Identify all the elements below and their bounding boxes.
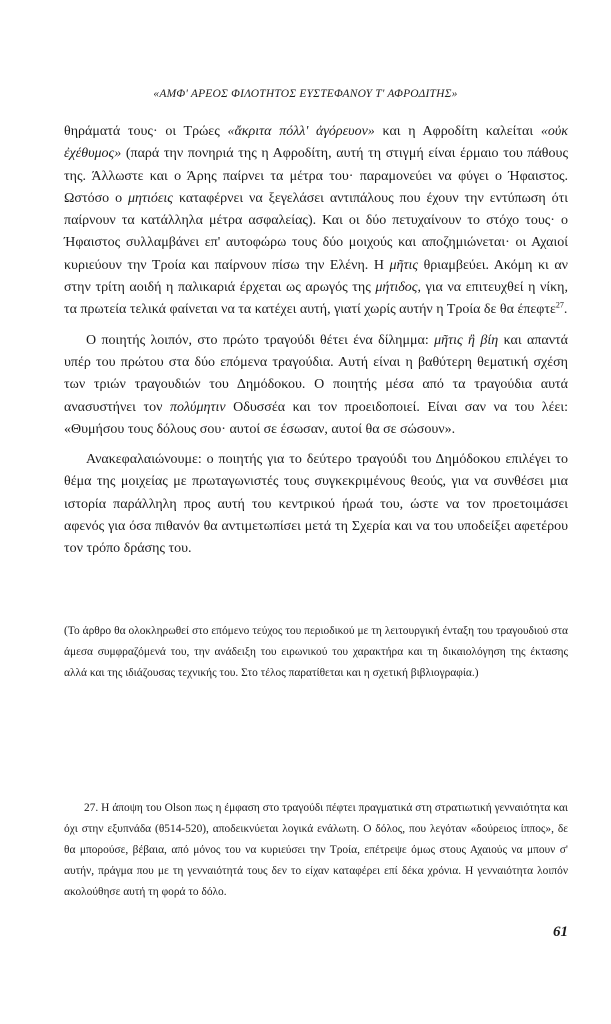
greek-term: πολύμητιν bbox=[169, 399, 226, 415]
editorial-note: (Το άρθρο θα ολοκληρωθεί στο επόμενο τεύχος του περιοδικού με τη λειτουργική ένταξη του τραγουδιού στα άμεσα συμφραζόμενά του, την ανάδειξη του ειρωνικού του χαρακτήρα και τη δικαιολόγηση της έκτασης αλλά και της ιδιάζουσας τεχνικής του. Στο τέλος παρατίθεται και η σχετική βιβλιογραφία.) bbox=[64, 625, 568, 679]
text-span: και η Αφροδίτη καλείται bbox=[374, 124, 541, 139]
greek-quote: «οὐκ ἐχέθυμος» bbox=[64, 124, 569, 162]
greek-term: μητιόεις bbox=[128, 190, 173, 206]
text-span: Ο ποιητής λοιπόν, στο πρώτο τραγούδι θέτει ένα δίλημμα: bbox=[86, 332, 435, 348]
text-span: καταφέρνει να ξεγελάσει αντιπάλους που έχουν την εντύπωση ότι παίρνουν τα κατάλληλα μέτρα ασφαλείας). Και οι δύο πετυχαίνουν το στόχο τους· ο Ήφαιστος συλλαμβάνει επ' αυτοφώρω τους δύο μοιχούς και αποζημιώνεται· οι Αχαιοί κυριεύουν την Τροία και παίρνουν πίσω την Ελένη. Η bbox=[64, 190, 568, 273]
text-span: θηράματά τους· οι Τρώες bbox=[64, 124, 228, 139]
footnote-27 bbox=[64, 798, 568, 903]
text-span: και απαντά υπέρ του πρώτου στα δύο επόμενα τραγούδια. Αυτή είναι η βαθύτερη θεματική σχέση των τριών τραγουδιών του Δημόδοκου. Ο ποιητής μέσα από τα τραγούδια αυτά ανασυστήνει τον bbox=[64, 332, 569, 415]
paragraph-1 bbox=[64, 121, 568, 322]
footnote-reference[interactable]: 27 bbox=[555, 300, 564, 310]
paragraph-3: Ανακεφαλαιώνουμε: ο ποιητής για το δεύτερο τραγούδι του Δημόδοκου επιλέγει το θέμα της μοιχείας με πρωταγωνιστές τους συγκεκριμένους θεούς, για να συνθέσει μια ιστορία παράλληλη προς αυτή του κεντρικού ήρωά του, ώστε να τον προετοιμάσει αφενός για όσα πιθανόν θα αντιμετωπίσει μετά τη Σχερία και να του υποδείξει αφετέρου τον τρόπο δράσης του. bbox=[64, 452, 568, 557]
footnote-text: 27. Η άποψη του Olson πως η έμφαση στο τραγούδι πέφτει πραγματικά στη στρατιωτική γενναιότητα και όχι στην εξυπνάδα (θ514-520), αποδεικνύεται λογικά ενάλωτη. Ο δόλος, που λεγόταν «δούρειος ίππος», δε θα μπορούσε, βέβαια, από μόνος του να κυριεύσει την Τροία, επέτρεψε όμως στους Αχαιούς να μπουν σ' αυτήν, πράγμα που με τη γενναιότητά τους δεν το είχαν καταφέρει επί δέκα χρόνια. Η γενναιότητα λοιπόν ακολούθησε αυτή τη φορά το δόλο. bbox=[64, 802, 568, 898]
text-span: θριαμβεύει. Ακόμη κι αν στην τρίτη αοιδή η παλικαριά έρχεται ως αρωγός της bbox=[64, 257, 568, 296]
paragraph-2 bbox=[64, 330, 568, 441]
greek-quote: «ἄκριτα πόλλ' ἀγόρευον» bbox=[227, 124, 375, 139]
main-text bbox=[64, 121, 568, 569]
text-span: , για να επιτευχθεί η νίκη, τα πρωτεία τελικά φαίνεται να τα κατέχει αυτή, γιατί χωρίς αυτήν η Τροία δε θα έπεφτε bbox=[64, 280, 568, 318]
running-head: «ΑΜΦ' ΑΡΕΟΣ ΦΙΛΟΤΗΤΟΣ ΕΥΣΤΕΦΑΝΟΥ Τ' ΑΦΡΟΔΙΤΗΣ» bbox=[153, 88, 458, 100]
greek-term: μῆτις bbox=[389, 257, 419, 273]
text-span: . bbox=[563, 302, 568, 318]
greek-term: μῆτις ἢ βίη bbox=[434, 332, 499, 348]
text-span: (παρά την πονηριά της η Αφροδίτη, αυτή τη στιγμή είναι έρμαιο του πάθους της. Άλλωστε και ο Άρης παίρνει τα μέτρα του· παραμονεύει να φύγει ο Ήφαιστος. Ωστόσο ο bbox=[64, 146, 568, 206]
page-number: 61 bbox=[553, 924, 568, 940]
greek-term: μήτιδος bbox=[375, 280, 418, 296]
text-span: Οδυσσέα και τον προειδοποιεί. Είναι σαν να του λέει: «Θυμήσου τους δόλους σου· αυτοί σε έσωσαν, αυτοί θα σε σώσουν». bbox=[64, 399, 568, 437]
